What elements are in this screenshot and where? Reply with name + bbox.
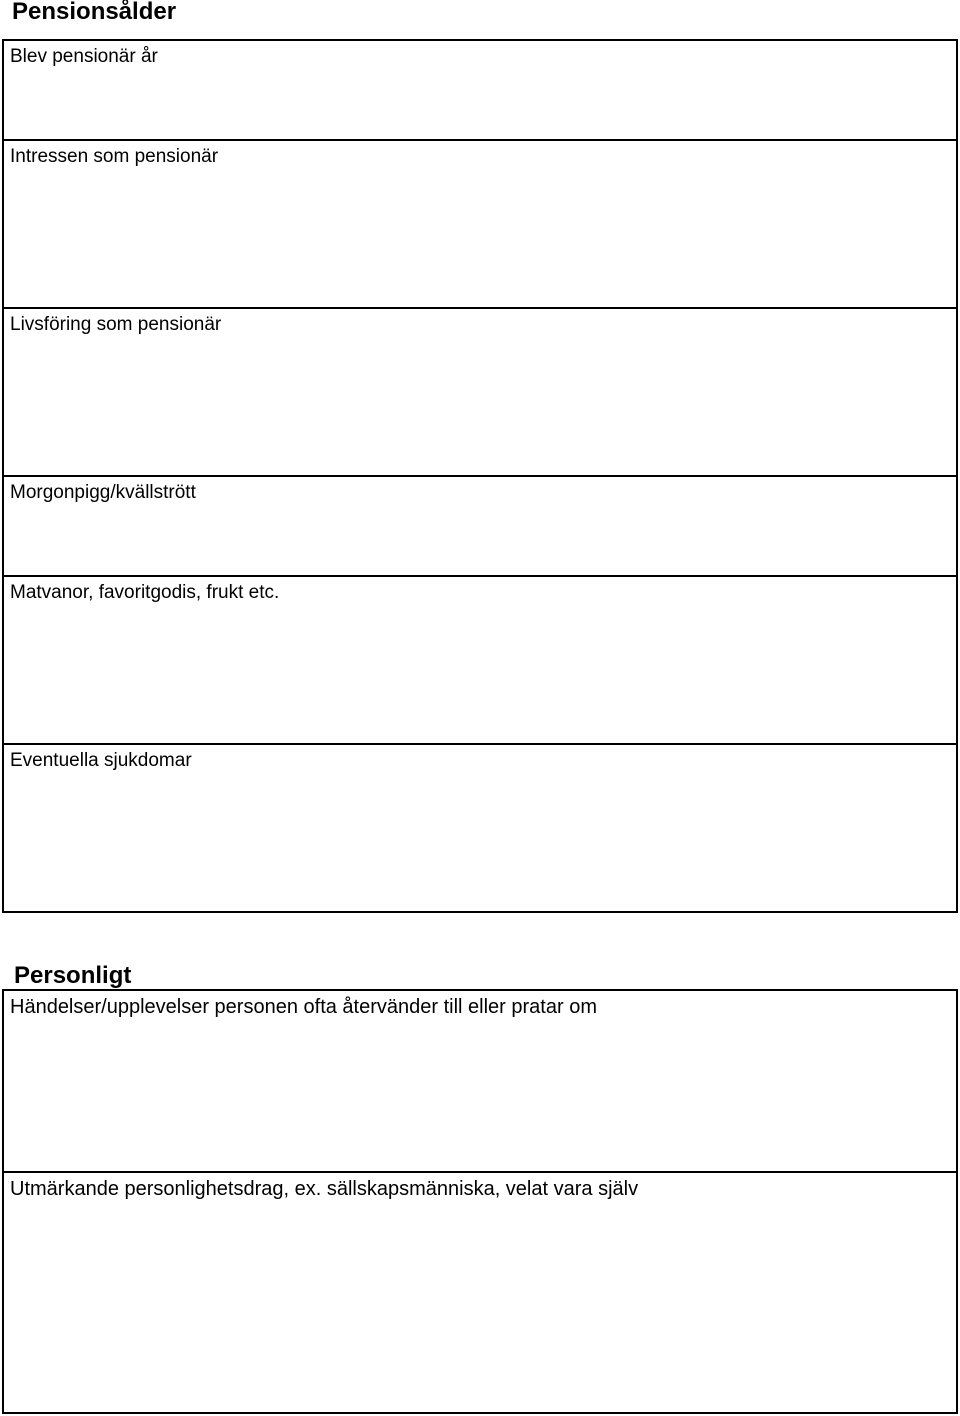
section-title-pensionsalder: Pensionsålder <box>12 0 177 25</box>
personal-form-box <box>2 989 958 1414</box>
field-label-interests: Intressen som pensionär <box>10 146 219 167</box>
pension-form-box <box>2 39 958 913</box>
field-illnesses[interactable] <box>4 743 956 911</box>
field-food-habits[interactable] <box>4 575 956 743</box>
field-label-illnesses: Eventuella sjukdomar <box>10 750 192 771</box>
field-retired-year[interactable] <box>4 41 956 139</box>
field-lifestyle[interactable] <box>4 307 956 475</box>
field-morning-evening[interactable] <box>4 475 956 575</box>
field-label-morning-evening: Morgonpigg/kvällstrött <box>10 482 196 503</box>
field-interests[interactable] <box>4 139 956 307</box>
field-label-recurring-events: Händelser/upplevelser personen ofta återvänder till eller pratar om <box>10 996 597 1018</box>
field-personality-traits[interactable] <box>4 1171 956 1412</box>
field-label-lifestyle: Livsföring som pensionär <box>10 314 222 335</box>
section-title-personligt: Personligt <box>14 962 132 989</box>
field-label-food-habits: Matvanor, favoritgodis, frukt etc. <box>10 582 280 603</box>
field-recurring-events[interactable] <box>4 991 956 1171</box>
field-label-retired-year: Blev pensionär år <box>10 46 158 67</box>
field-label-personality-traits: Utmärkande personlighetsdrag, ex. sällskapsmänniska, velat vara själv <box>10 1178 639 1200</box>
